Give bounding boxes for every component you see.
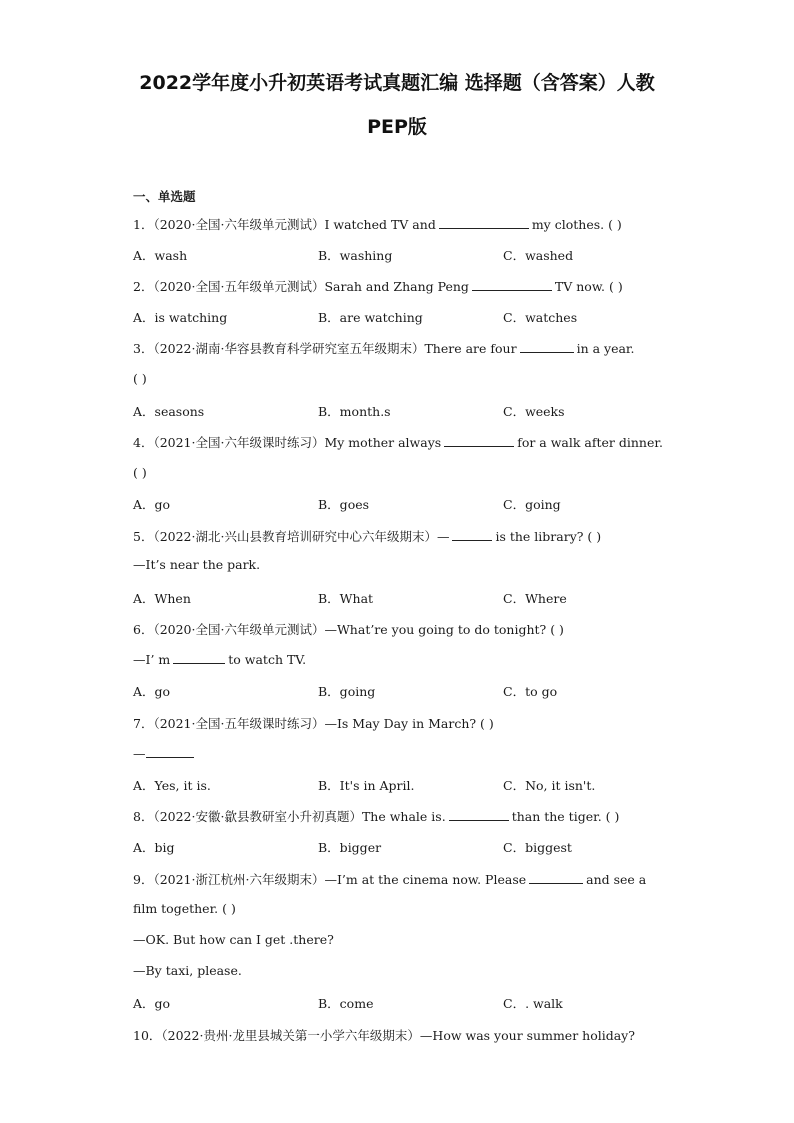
- question-1-option-a: A．wash: [133, 248, 188, 263]
- question-4-option-b: B．goes: [318, 497, 370, 512]
- question-8-option-a: A．big: [133, 840, 175, 855]
- question-3-option-a: A．seasons: [133, 404, 205, 419]
- question-4-option-c: C．going: [503, 497, 561, 512]
- question-stem-text: my clothes. ( ): [531, 217, 622, 232]
- question-9-stem: [133, 870, 646, 888]
- question-1-stem: [133, 215, 622, 233]
- question-2-option-b: B．are watching: [318, 310, 423, 325]
- answer-blank: [472, 278, 552, 291]
- question-9-dialogue-1: —OK. But how can I get .there?: [133, 932, 334, 947]
- question-3-option-c: C．weeks: [503, 404, 565, 419]
- answer-blank: [449, 808, 509, 821]
- question-6-stem: 6．（2020·全国·六年级单元测试）—What’re you going to do tonight? ( ): [133, 622, 564, 637]
- question-8-stem: [133, 807, 619, 825]
- question-stem-text: 9．（2021·浙江杭州·六年级期末）—I’m at the cinema now. Please: [133, 872, 527, 887]
- question-2-stem: [133, 277, 623, 295]
- question-9-continuation: film together. ( ): [133, 901, 236, 916]
- answer-blank: [173, 651, 225, 664]
- answer-blank: [439, 216, 529, 229]
- question-8-option-b: B．bigger: [318, 840, 382, 855]
- question-stem-text: 4．（2021·全国·六年级课时练习）My mother always: [133, 435, 442, 450]
- answer-blank: [520, 340, 574, 353]
- question-7-option-c: C．No, it isn't.: [503, 778, 596, 793]
- question-7-continuation: [133, 745, 197, 761]
- question-9-option-c: C．. walk: [503, 996, 563, 1011]
- question-1-option-b: B．washing: [318, 248, 393, 263]
- answer-blank: [529, 871, 583, 884]
- question-stem-text: in a year.: [576, 341, 635, 356]
- question-9-dialogue-2: —By taxi, please.: [133, 963, 242, 978]
- question-6-option-a: A．go: [133, 684, 171, 699]
- question-5-stem: [133, 527, 601, 545]
- question-5-option-a: A．When: [133, 591, 191, 606]
- question-6-option-b: B．going: [318, 684, 376, 699]
- question-stem-text: 8．（2022·安徽·歙县教研室小升初真题）The whale is.: [133, 809, 446, 824]
- question-3-option-b: B．month.s: [318, 404, 391, 419]
- question-7-option-b: B．It's in April.: [318, 778, 415, 793]
- question-stem-text: than the tiger. ( ): [511, 809, 620, 824]
- question-4-stem: [133, 433, 663, 451]
- question-stem-text: and see a: [586, 872, 647, 887]
- question-3-continuation: ( ): [133, 371, 147, 386]
- question-6-continuation: [133, 651, 306, 667]
- question-4-continuation: ( ): [133, 465, 147, 480]
- question-stem-text: 3．（2022·湖南·华容县教育科学研究室五年级期末）There are four: [133, 341, 517, 356]
- question-9-option-b: B．come: [318, 996, 374, 1011]
- question-2-option-a: A．is watching: [133, 310, 228, 325]
- question-5-option-c: C．Where: [503, 591, 567, 606]
- question-stem-text: is the library? ( ): [495, 529, 602, 544]
- question-stem-text: —I’ m: [133, 652, 171, 667]
- question-stem-text: 2．（2020·全国·五年级单元测试）Sarah and Zhang Peng: [133, 279, 469, 294]
- question-stem-text: for a walk after dinner.: [517, 435, 663, 450]
- question-10-stem: 10．（2022·贵州·龙里县城关第一小学六年级期末）—How was your summer holiday?: [133, 1028, 635, 1043]
- question-6-option-c: C．to go: [503, 684, 558, 699]
- question-4-option-a: A．go: [133, 497, 171, 512]
- question-9-option-a: A．go: [133, 996, 171, 1011]
- question-stem-text: —: [133, 746, 146, 761]
- question-3-stem: [133, 339, 635, 357]
- question-1-option-c: C．washed: [503, 248, 574, 263]
- question-5-continuation: —It’s near the park.: [133, 557, 261, 572]
- question-7-option-a: A．Yes, it is.: [133, 778, 211, 793]
- answer-blank: [146, 745, 194, 758]
- question-8-option-c: C．biggest: [503, 840, 572, 855]
- question-5-option-b: B．What: [318, 591, 374, 606]
- question-7-stem: 7．（2021·全国·五年级课时练习）—Is May Day in March? ( ): [133, 716, 494, 731]
- section-heading: 一、单选题: [133, 189, 196, 204]
- answer-blank: [444, 434, 514, 447]
- answer-blank: [452, 528, 492, 541]
- doc-title-line-1: 2022学年度小升初英语考试真题汇编 选择题（含答案）人教: [139, 72, 655, 94]
- question-stem-text: to watch TV.: [228, 652, 307, 667]
- question-stem-text: TV now. ( ): [554, 279, 623, 294]
- question-stem-text: 1．（2020·全国·六年级单元测试）I watched TV and: [133, 217, 436, 232]
- question-stem-text: 5．（2022·湖北·兴山县教育培训研究中心六年级期末）—: [133, 529, 450, 544]
- doc-title-line-2: PEP版: [367, 116, 427, 138]
- question-2-option-c: C．watches: [503, 310, 578, 325]
